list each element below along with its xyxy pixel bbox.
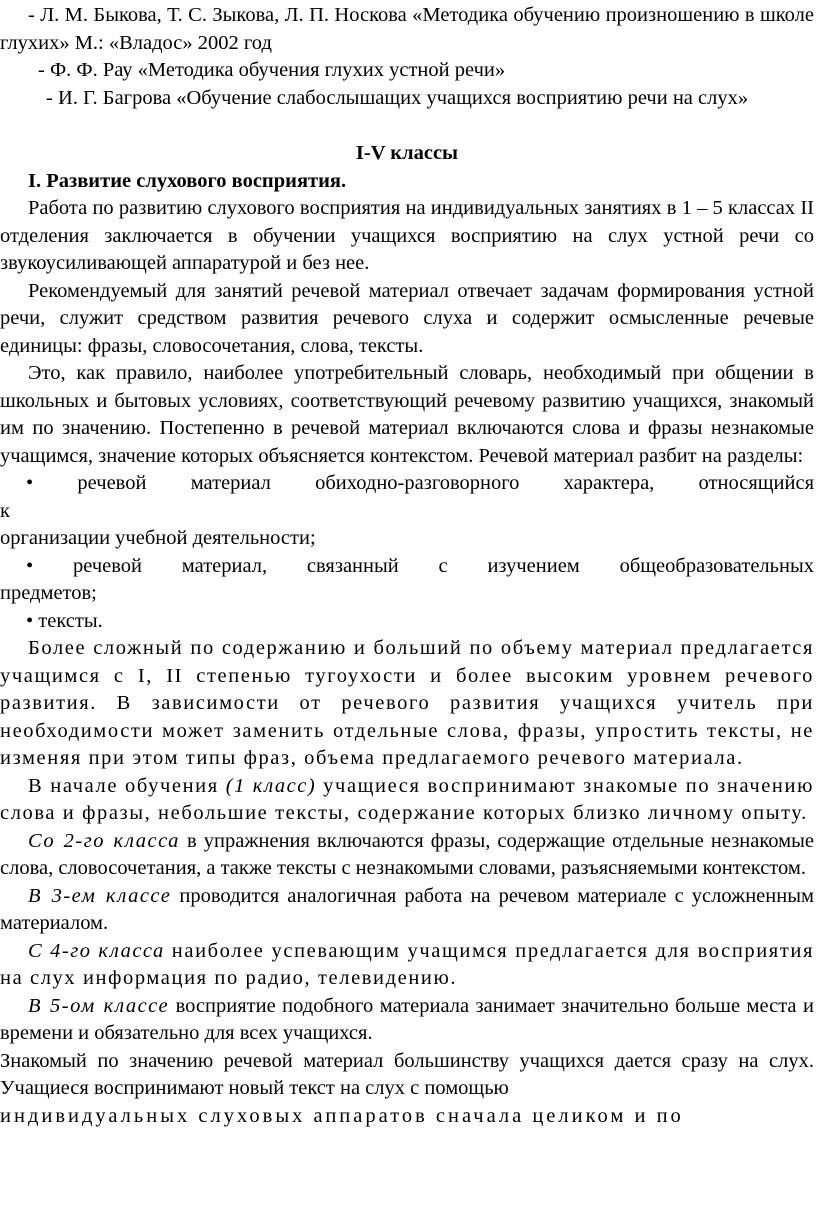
paragraph-text: проводится аналогичная работа на речевом материале с усложненным материалом.	[0, 884, 814, 934]
paragraph	[0, 993, 814, 1048]
emphasis-text: В 5-ом классе	[28, 994, 170, 1017]
bullet-item: • речевой материал, связанный с изучением общеобразовательных	[26, 554, 814, 577]
reference-item: - Ф. Ф. Рау «Методика обучения глухих устной речи»	[38, 59, 506, 81]
paragraph	[0, 828, 814, 883]
paragraph: индивидуальных слуховых аппаратов сначала целиком и по	[0, 1104, 684, 1127]
paragraph-text: В начале обучения	[28, 774, 226, 797]
paragraph: Работа по развитию слухового восприятия на индивидуальных занятиях в 1 – 5 классах II отделения заключается в обучении учащихся восприятию на слух устной речи со звукоусиливающей аппаратурой и без нее.	[0, 197, 814, 274]
paragraph: Рекомендуемый для занятий речевой материал отвечает задачам формирования устной речи, служит средством развития речевого слуха и содержит осмысленные речевые единицы: фразы, словосочетания, слова, тексты.	[0, 279, 814, 357]
bullet-item: • тексты.	[26, 609, 103, 632]
document-page	[0, 2, 814, 1130]
reference-item: - Л. М. Быкова, Т. С. Зыкова, Л. П. Носкова «Методика обучению произношению в школе глухих» М.: «Владос» 2002 год	[0, 4, 814, 54]
paragraph-text: восприятие подобного материала занимает значительно больше места и времени и обязательно для всех учащихся.	[0, 994, 815, 1044]
paragraph-text: в упражнения включаются фразы, содержащие отдельные незнакомые слова, словосочетания, а также тексты с незнакомыми словами, разъясняемыми контекстом.	[0, 829, 814, 879]
paragraph	[0, 773, 814, 828]
bullet-continuation: организации учебной деятельности;	[0, 527, 316, 549]
emphasis-text: (1 класс)	[225, 774, 317, 797]
paragraph	[0, 883, 814, 938]
emphasis-text: С 4-го класса	[28, 939, 165, 962]
section-title: I. Развитие слухового восприятия.	[28, 169, 347, 192]
grade-heading: I-V классы	[355, 142, 459, 164]
paragraph-text: учащиеся воспринимают знакомые по значению слова и фразы, небольшие тексты, содержание которых близко личному опыту.	[0, 774, 814, 824]
paragraph	[0, 938, 814, 993]
bullet-item: • речевой материал обиходно-разговорного характера, относящийся	[26, 472, 814, 494]
emphasis-text: В 3-ем классе	[28, 884, 172, 907]
paragraph: Знакомый по значению речевой материал большинству учащихся дается сразу на слух. Учащиеся воспринимают новый текст на слух с помощью	[0, 1049, 814, 1099]
emphasis-text: Со 2-го класса	[28, 829, 180, 852]
paragraph-text: наиболее успевающим учащимся предлагается для восприятия на слух информация по радио, телевидению.	[0, 939, 814, 989]
spacer	[0, 112, 814, 138]
bullet-continuation: предметов;	[0, 582, 97, 604]
paragraph: Это, как правило, наиболее употребительный словарь, необходимый при общении в школьных и бытовых условиях, соответствующий речевому развитию учащихся, знакомый им по значению. Постепенно в речевой материал включаются слова и фразы незнакомые учащимся, значение которых объясняется контекстом. Речевой материал разбит на разделы:	[0, 362, 814, 467]
bullet-continuation: к	[0, 499, 10, 522]
paragraph: Более сложный по содержанию и больший по объему материал предлагается учащимся с I, II степенью тугоухости и более высоким уровнем речевого развития. В зависимости от речевого развития учащихся учитель при необходимости может заменить отдельные слова, фразы, упростить тексты, не изменяя при этом типы фраз, объема предлагаемого речевого материала.	[0, 637, 814, 769]
reference-item: - И. Г. Багрова «Обучение слабослышащих учащихся восприятию речи на слух»	[46, 86, 749, 109]
